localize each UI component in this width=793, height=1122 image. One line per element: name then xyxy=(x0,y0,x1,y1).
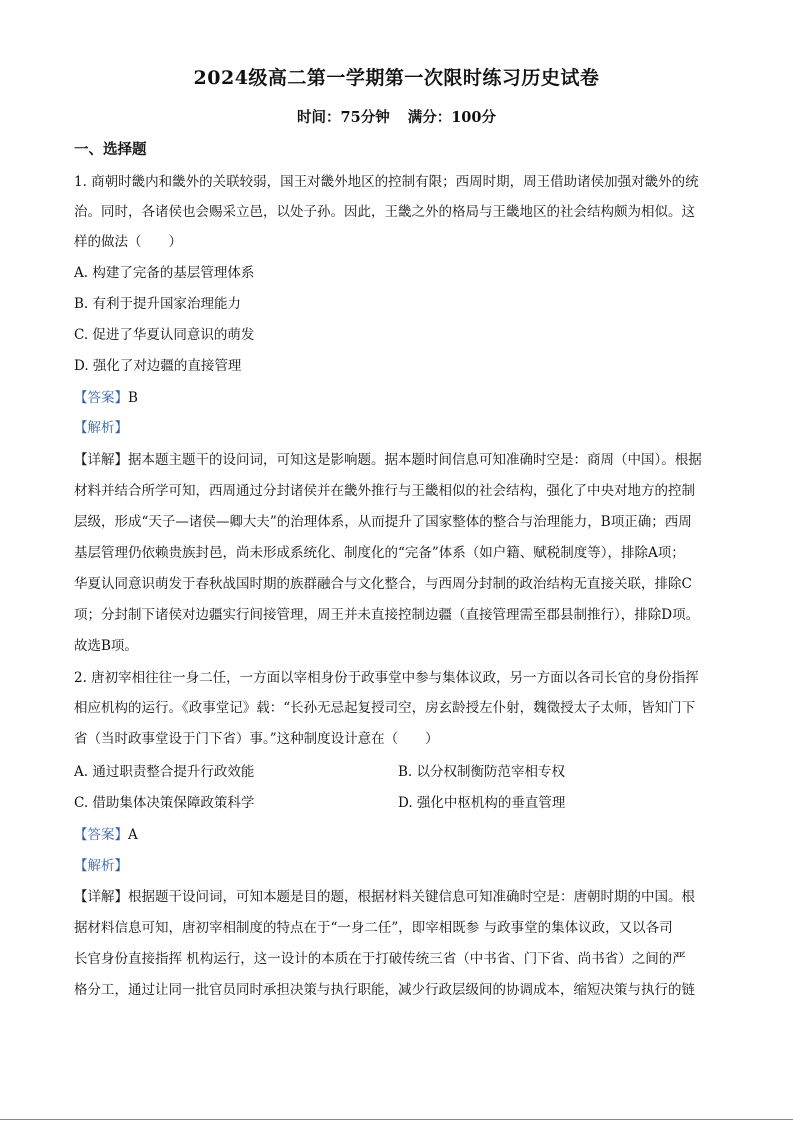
page-title: 2024级高二第一学期第一次限时练习历史试卷 xyxy=(193,67,600,89)
answer-tag: 【答案】 xyxy=(74,827,128,843)
q2-stem-line: 省（当时政事堂设于门下省）事。”这种制度设计意在（ ） xyxy=(74,731,439,747)
q1-analysis-tag: 【解析】 xyxy=(74,420,128,436)
time-label: 时间：75分钟 xyxy=(297,109,390,126)
q1-detail-line: 华夏认同意识萌发于春秋战国时期的族群融合与文化整合，与西周分封制的政治结构无直接关联，排除C xyxy=(74,576,692,592)
detail-tag: 【详解】 xyxy=(74,889,128,905)
q1-detail-line xyxy=(74,450,702,470)
q1-stem-line: 治。同时，各诸侯也会赐采立邑，以处子孙。因此，王畿之外的格局与王畿地区的社会结构颇为相似。这 xyxy=(74,204,695,220)
q2-option-b: B. 以分权制衡防范宰相专权 xyxy=(398,764,566,780)
q1-option-a: A. 构建了完备的基层管理体系 xyxy=(74,265,255,281)
q2-option-a: A. 通过职责整合提升行政效能 xyxy=(74,764,255,780)
q2-answer xyxy=(74,825,138,845)
q2-option-c: C. 借助集体决策保障政策科学 xyxy=(74,795,255,811)
q1-stem-line: 1. 商朝时畿内和畿外的关联较弱，国王对畿外地区的控制有限；西周时期，周王借助诸侯加强对畿外的统 xyxy=(74,174,699,190)
detail-text: 根据题干设问词，可知本题是目的题，根据材料关键信息可知准确时空是：唐朝时期的中国。根 xyxy=(128,889,695,905)
q2-detail-line: 据材料信息可知，唐初宰相制度的特点在于“一身二任”，即宰相既参 与政事堂的集体议政，又以各司 xyxy=(74,920,673,936)
q1-option-b: B. 有利于提升国家治理能力 xyxy=(74,296,242,312)
q1-detail-line: 材料并结合所学可知，西周通过分封诸侯并在畿外推行与王畿相似的社会结构，强化了中央对地方的控制 xyxy=(74,483,695,499)
exam-info xyxy=(0,106,793,127)
q2-option-d: D. 强化中枢机构的垂直管理 xyxy=(398,795,566,811)
q1-detail-line: 项；分封制下诸侯对边疆实行间接管理，周王并未直接控制边疆（直接管理需至郡县制推行），排除D项。 xyxy=(74,607,700,623)
q1-detail-line: 层级，形成“天子—诸侯—卿大夫”的治理体系，从而提升了国家整体的整合与治理能力，B项正确；西周 xyxy=(74,514,692,530)
section-heading: 一、选择题 xyxy=(74,141,147,158)
detail-text: 据本题主题干的设问词，可知这是影响题。据本题时间信息可知准确时空是：商周（中国）。根据 xyxy=(128,452,702,468)
q1-detail-line: 基层管理仍依赖贵族封邑，尚未形成系统化、制度化的“完备”体系（如户籍、赋税制度等），排除A项； xyxy=(74,545,685,561)
q2-stem-line: 相应机构的运行。《政事堂记》载：“长孙无忌起复授司空，房玄龄授左仆射，魏徵授太子太师，皆知门下 xyxy=(74,700,696,716)
q1-stem-line: 样的做法（ ） xyxy=(74,234,182,250)
answer-value: A xyxy=(128,827,138,843)
score-label: 满分：100分 xyxy=(407,109,496,126)
q1-detail-line: 故选B项。 xyxy=(74,638,138,654)
q1-answer xyxy=(74,388,138,408)
q1-option-d: D. 强化了对边疆的直接管理 xyxy=(74,358,242,374)
page-bottom-divider xyxy=(0,1119,793,1120)
q1-option-c: C. 促进了华夏认同意识的萌发 xyxy=(74,327,255,343)
q2-stem-line: 2. 唐初宰相往往一身二任，一方面以宰相身份于政事堂中参与集体议政，另一方面以各司长官的身份指挥 xyxy=(74,670,699,686)
q2-detail-line: 长官身份直接指挥 机构运行，这一设计的本质在于打破传统三省（中书省、门下省、尚书省）之间的严 xyxy=(74,951,686,967)
answer-value: B xyxy=(128,390,138,406)
q2-detail-line xyxy=(74,887,695,907)
q2-detail-line: 格分工，通过让同一批官员同时承担决策与执行职能，减少行政层级间的协调成本，缩短决策与执行的链 xyxy=(74,982,695,998)
q2-analysis-tag: 【解析】 xyxy=(74,858,128,874)
answer-tag: 【答案】 xyxy=(74,390,128,406)
detail-tag: 【详解】 xyxy=(74,452,128,468)
